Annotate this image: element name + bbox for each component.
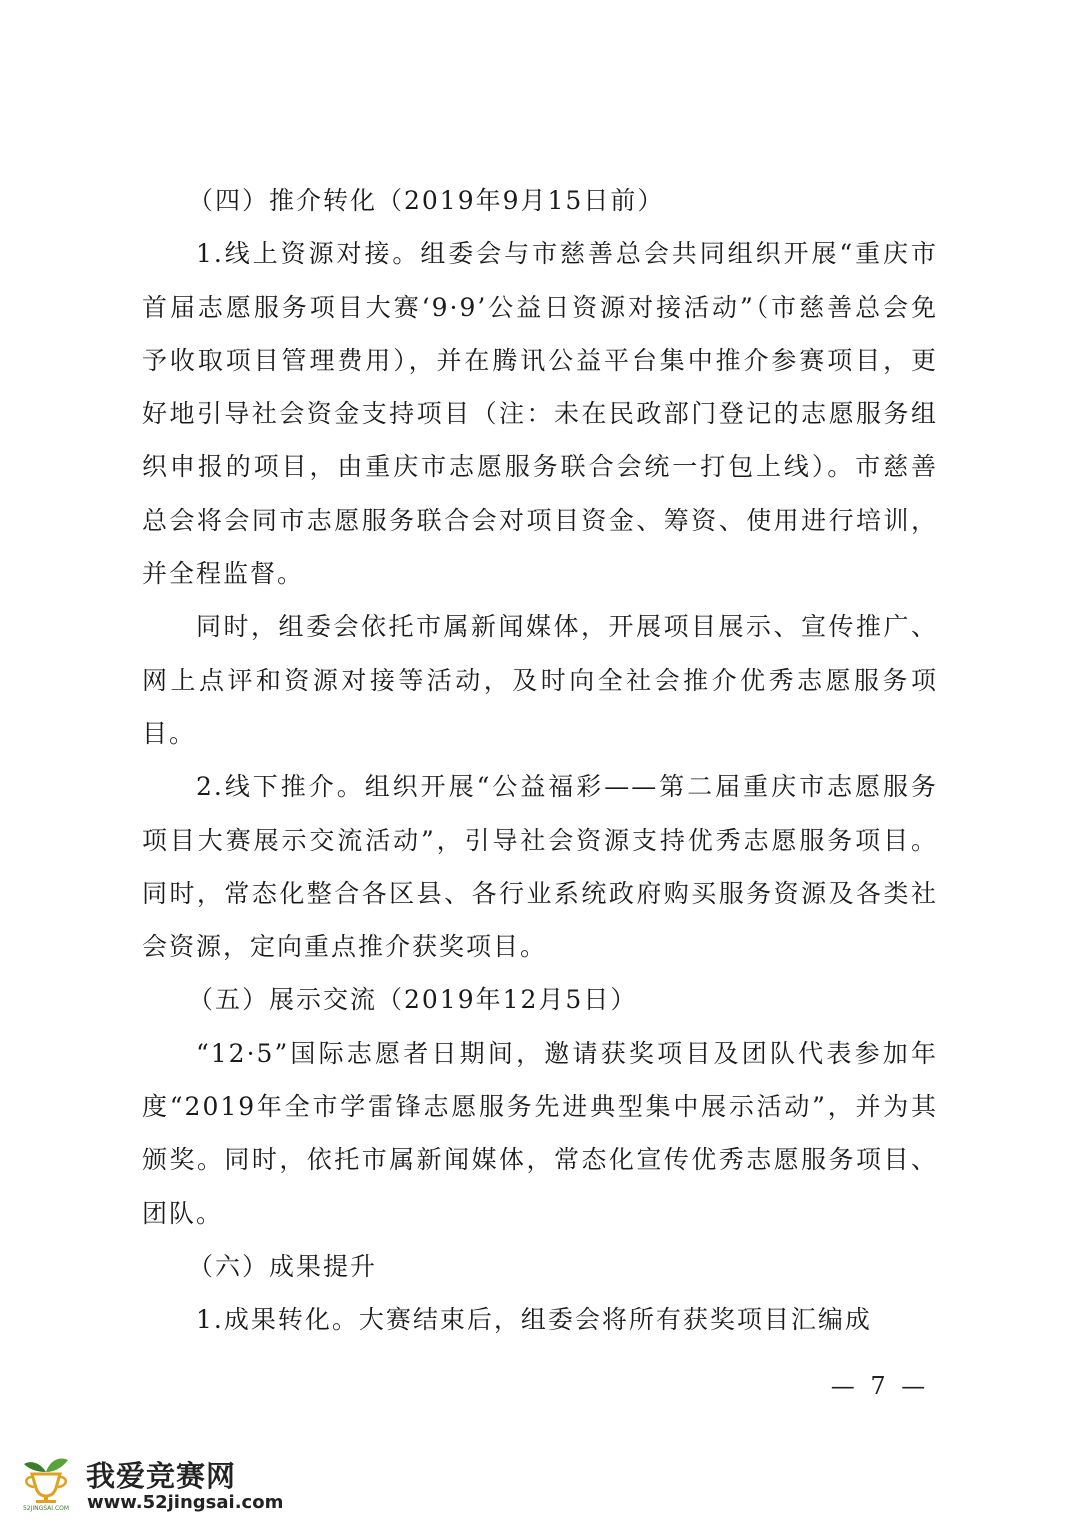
paragraph-offline-promotion: 2.线下推介。组织开展“公益福彩——第二届重庆市志愿服务项目大赛展示交流活动”，引导社会资源支持优秀志愿服务项目。同时，常态化整合各区县、各行业系统政府购买服务资源及各类社会资源，定向重点推介获奖项目。 (142, 772, 938, 962)
section-heading-5: （五）展示交流（2019年12月5日） (188, 985, 638, 1015)
site-url[interactable]: www.52jingsai.com (87, 1492, 284, 1513)
logo-caption: 52JINGSAI.COM (22, 1505, 70, 1512)
paragraph-achievement-transfer: 1.成果转化。大赛结束后，组委会将所有获奖项目汇编成 (196, 1305, 872, 1335)
section-heading-4: （四）推介转化（2019年9月15日前） (188, 186, 665, 215)
paragraph-online-resource: 1.线上资源对接。组委会与市慈善总会共同组织开展“重庆市首届志愿服务项目大赛‘9·9’公益日资源对接活动”（市慈善总会免予收取项目管理费用），并在腾讯公益平台集中推介参赛项目，更好地引导社会资金支持项目（注：未在民政部门登记的志愿服务组织申报的项目，由重庆市志愿服务联合会统一打包上线）。市慈善总会将会同市志愿服务联合会对项目资金、筹资、使用进行培训，并全程监督。 (142, 239, 938, 589)
site-watermark[interactable] (14, 1450, 284, 1520)
paragraph-volunteer-day: “12·5”国际志愿者日期间，邀请获奖项目及团队代表参加年度“2019年全市学雷锋志愿服务先进典型集中展示活动”，并为其颁奖。同时，依托市属新闻媒体，常态化宣传优秀志愿服务项目、团队。 (142, 1038, 938, 1228)
document-body (142, 174, 938, 1347)
site-name: 我爱竞赛网 (86, 1459, 237, 1493)
section-heading-6: （六）成果提升 (188, 1251, 378, 1281)
paragraph-media-promotion: 同时，组委会依托市属新闻媒体，开展项目展示、宣传推广、网上点评和资源对接等活动，及时向全社会推介优秀志愿服务项目。 (142, 612, 938, 748)
page-number: — 7 — (830, 1372, 930, 1400)
